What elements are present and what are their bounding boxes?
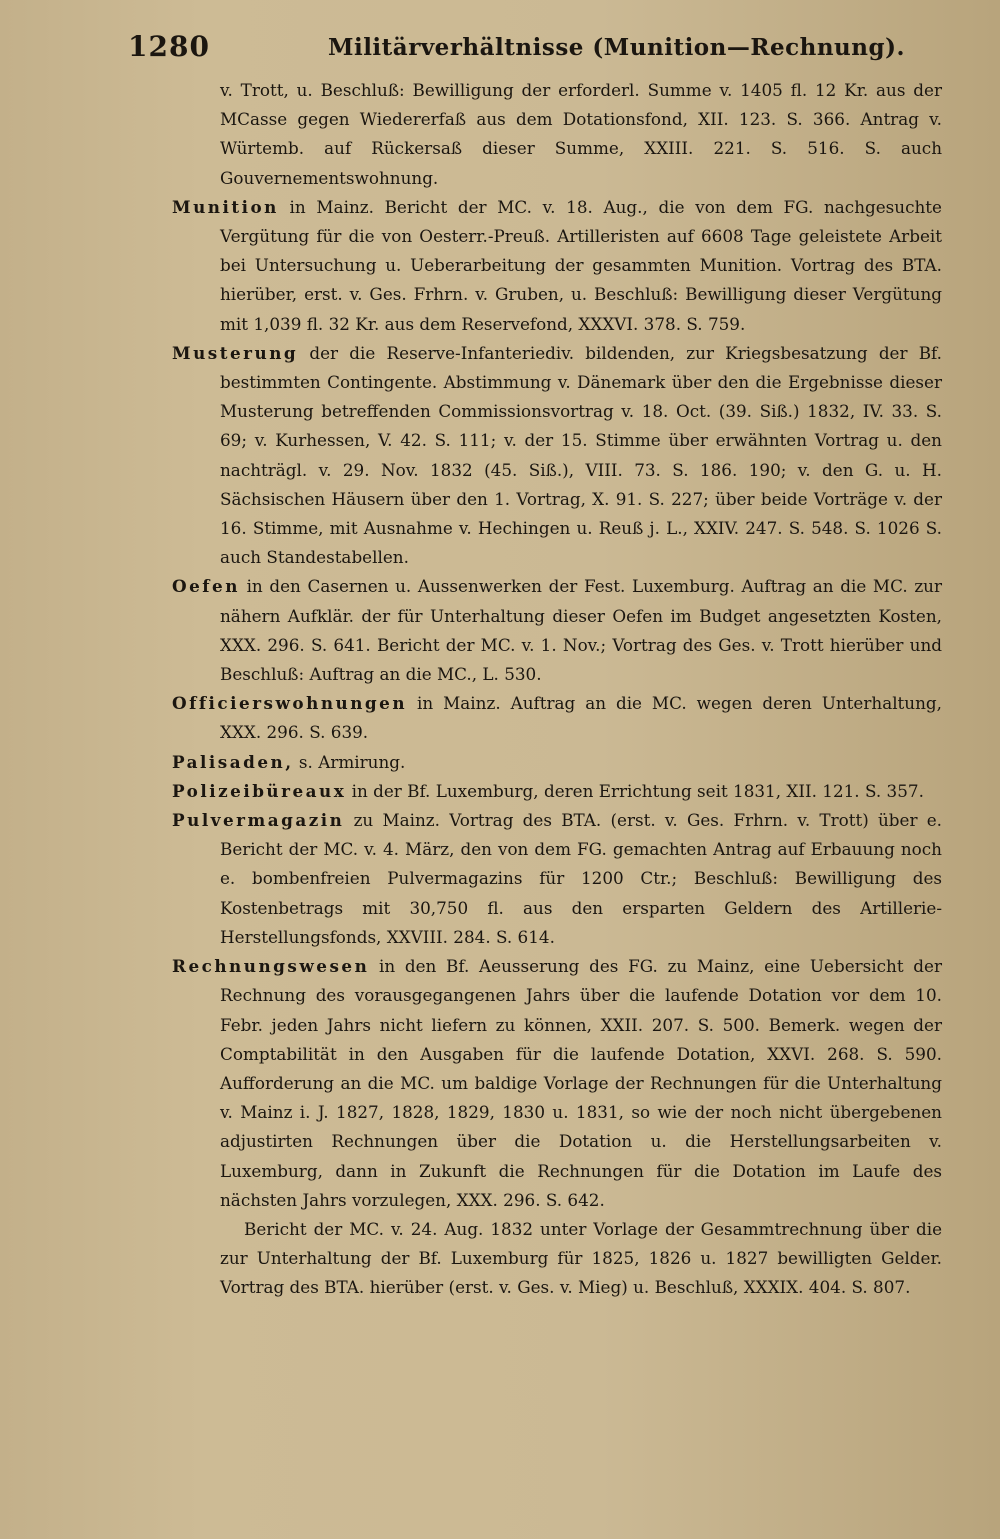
entry-text: in den Bf. Aeusserung des FG. zu Mainz, eine Uebersicht der Rechnung des vorausgegangenen Jahrs über die laufende Dotation vor dem 10. Febr. jeden Jahrs nicht liefern zu können, XXII. 207. S. 500. Bemerk. wegen der Comptabilität in den Ausgaben für die laufende Dotation, XXVI. 268. S. 590. Aufforderung an die MC. um baldige Vorlage der Rechnungen für die Unterhaltung v. Mainz i. J. 1827, 1828, 1829, 1830 u. 1831, so wie der noch nicht übergebenen adjustirten Rechnungen über die Dotation u. die Herstellungsarbeiten v. Luxemburg, dann in Zukunft die Rechnungen für die Dotation im Laufe des nächsten Jahrs vorzulegen, XXX. 296. S. 642. [220,956,942,1210]
entry-text: in Mainz. Bericht der MC. v. 18. Aug., die von dem FG. nachgesuchte Vergütung für die von Oesterr.-Preuß. Artilleristen auf 6608 Tage geleistete Arbeit bei Untersuchung u. Ueberarbeitung der gesammten Munition. Vortrag des BTA. hierüber, erst. v. Ges. Frhrn. v. Gruben, u. Beschluß: Bewilligung dieser Vergütung mit 1,039 fl. 32 Kr. aus dem Reservefond, XXXVI. 378. S. 759. [220,196,942,334]
entry-text: zu Mainz. Vortrag des BTA. (erst. v. Ges. Frhrn. v. Trott) über e. Bericht der MC. v. 4. März, den von dem FG. gemachten Antrag auf Erbauung noch e. bombenfreien Pulvermagazins für 1200 Ctr.; Beschluß: Bewilligung des Kostenbetrags mit 30,750 fl. aus den ersparten Geldern des Artillerie-Herstellungsfonds, XXVIII. 284. S. 614. [220,810,942,947]
index-entry [172,1215,942,1303]
entry-keyword: Munition [172,196,279,217]
page-number: 1280 [128,30,210,63]
entry-keyword: Rechnungswesen [172,956,370,977]
entry-text: der die Reserve-Infanteriediv. bildenden, zur Kriegsbesatzung der Bf. bestimmten Contingente. Abstimmung v. Dänemark über den die Ergebnisse dieser Musterung betreffenden Commissionsvortrag v. 18. Oct. (39. Siß.) 1832, IV. 33. S. 69; v. Kurhessen, V. 42. S. 111; v. der 15. Stimme über erwähnten Vortrag u. den nachträgl. v. 29. Nov. 1832 (45. Siß.), VIII. 73. S. 186. 190; v. den G. u. H. Sächsischen Häusern über den 1. Vortrag, X. 91. S. 227; über beide Vorträge v. der 16. Stimme, mit Ausnahme v. Hechingen u. Reuß j. L., XXIV. 247. S. 548. S. 1026 S. auch Standestabellen. [220,342,942,568]
entry-text: s. Armirung. [298,751,406,772]
entry-keyword: Pulvermagazin [172,810,345,831]
index-entry [172,572,942,689]
page-header [128,30,928,70]
index-entry [172,806,942,952]
entry-keyword: Oefen [172,576,240,597]
index-entries [172,76,942,1303]
index-entry [172,339,942,573]
index-entry [172,193,942,339]
index-entry [172,777,942,806]
index-entry [172,748,942,777]
entry-keyword: Palisaden, [172,751,294,772]
entry-text: in Mainz. Auftrag an die MC. wegen deren Unterhaltung, XXX. 296. S. 639. [220,693,942,743]
entry-keyword: Officierswohnungen [172,693,408,714]
entry-keyword: Musterung [172,342,299,363]
entry-text: in den Casernen u. Aussenwerken der Fest. Luxemburg. Auftrag an die MC. zur nähern Aufklär. der für Unterhaltung dieser Oefen im Budget angesetzten Kosten, XXX. 296. S. 641. Bericht der MC. v. 1. Nov.; Vortrag des Ges. v. Trott hierüber und Beschluß: Auftrag an die MC., L. 530. [220,576,943,685]
entry-text: in der Bf. Luxemburg, deren Errichtung seit 1831, XII. 121. S. 357. [351,780,924,801]
entry-keyword: Polizeibüreaux [172,780,347,801]
running-title: Militärverhältnisse (Munition—Rechnung). [328,34,905,61]
index-entry [172,689,942,747]
entry-text: v. Trott, u. Beschluß: Bewilligung der erforderl. Summe v. 1405 fl. 12 Kr. aus der MCasse gegen Wiedererfaß aus dem Dotationsfond, XII. 123. S. 366. Antrag v. Würtemb. auf Rückersaß dieser Summe, XXIII. 221. S. 516. S. auch Gouvernementswohnung. [220,80,942,188]
index-entry [172,952,942,1215]
index-entry [172,76,942,193]
entry-text: Bericht der MC. v. 24. Aug. 1832 unter Vorlage der Gesammtrechnung über die zur Unterhaltung der Bf. Luxemburg für 1825, 1826 u. 1827 bewilligten Gelder. Vortrag des BTA. hierüber (erst. v. Ges. v. Mieg) u. Beschluß, XXXIX. 404. S. 807. [220,1218,942,1298]
